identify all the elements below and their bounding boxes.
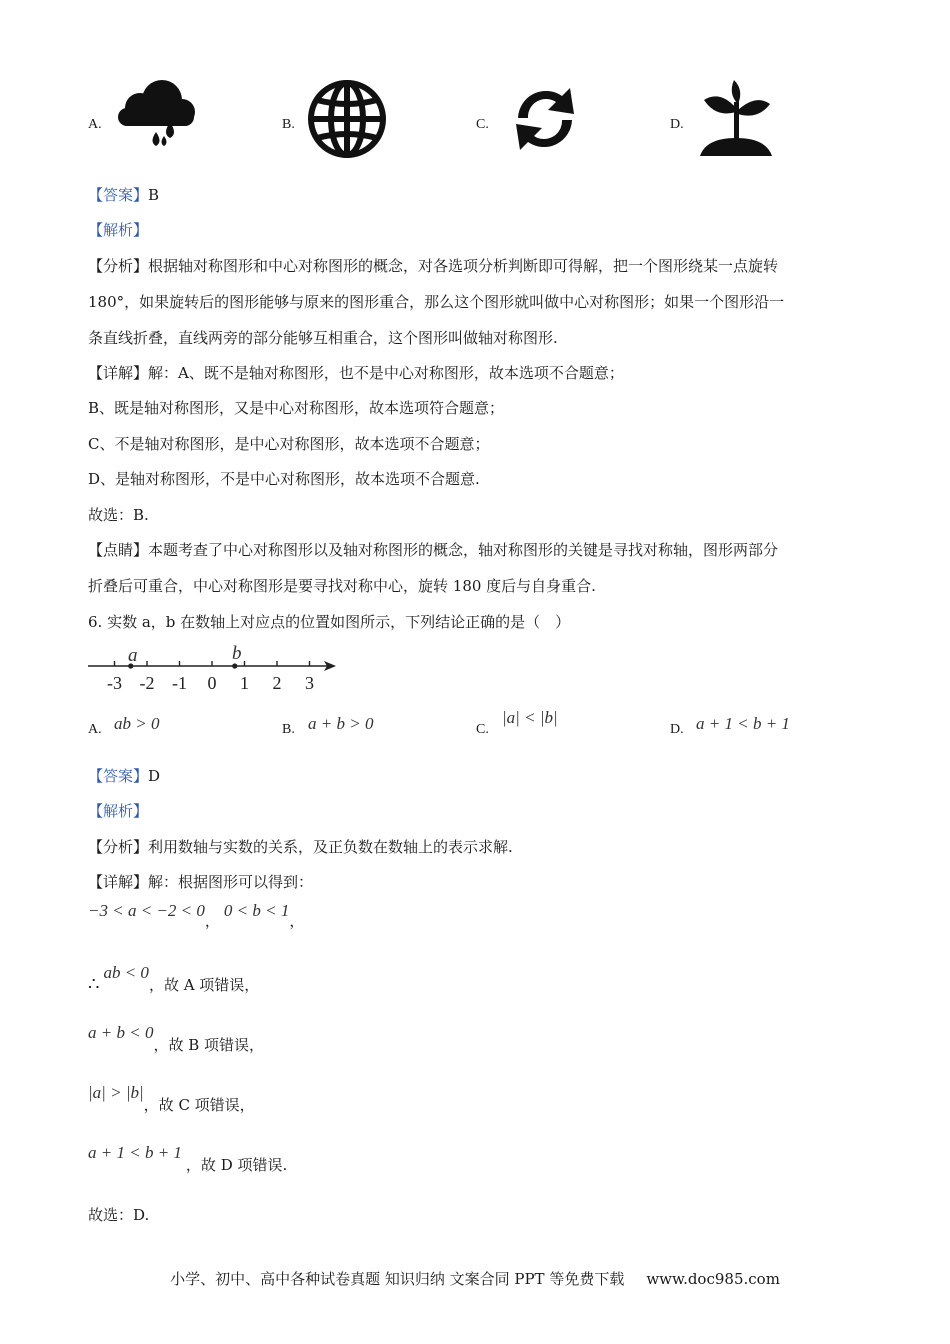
q6-step-3-text: ，故 C 项错误， [143,1096,255,1114]
q5-comment-text-1: 本题考查了中心对称图形以及轴对称图形的概念，轴对称图形的关键是寻找对称轴，图形两部分 [148,541,779,559]
q6-answer-value: D [148,767,161,785]
q6-option-a-label: A. [88,722,102,737]
q6-step-1-expr: ab < 0 [103,963,149,982]
point-a-label: a [128,645,138,666]
q6-option-d-label: D. [670,722,684,737]
q6-option-c-expr: |a| < |b| [502,708,558,727]
q6-step-4-expr: a + 1 < b + 1 [88,1143,182,1162]
q6-ineq-comma-1: ， [204,912,220,930]
q5-answer-tag: 【答案】 [88,186,149,204]
q5-detail-line-4: D、是轴对称图形，不是中心对称图形，故本选项不合题意. [88,470,480,488]
q6-detail-text: 解：根据图形可以得到： [148,873,314,891]
q5-option-a-label: A. [88,117,102,132]
q5-options [0,70,950,160]
therefore-symbol: ∴ [88,974,100,995]
q6-step-3-expr: |a| > |b| [88,1083,144,1102]
number-line-tick-label: -2 [139,673,155,693]
rain-cloud-icon [112,78,198,156]
q6-option-c-label: C. [476,722,489,737]
q6-ineq-1: −3 < a < −2 < 0 [88,901,205,920]
q6-choose: 故选：D. [88,1206,150,1224]
q6-step-1 [88,962,260,995]
q6-option-d-expr: a + 1 < b + 1 [696,714,790,733]
page-footer [0,1268,950,1289]
sprout-icon [696,72,776,158]
q5-answer-value: B [148,186,160,204]
footer-text: 小学、初中、高中各种试卷真题 知识归纳 文案合同 PPT 等免费下载 [170,1270,625,1288]
q5-choose: 故选：B. [88,506,149,524]
q6-detail-tag: 【详解】 [88,873,149,891]
number-line-tick-label: 3 [305,673,314,693]
q6-stem: 6. 实数 a，b 在数轴上对应点的位置如图所示，下列结论正确的是（ ） [88,613,571,631]
q6-option-a-expr: ab > 0 [114,714,160,733]
q5-analysis-text-1: 根据轴对称图形和中心对称图形的概念，对各选项分析判断即可得解，把一个图形绕某一点旋转 [148,257,779,275]
q6-options [0,708,950,748]
q6-inequalities [88,900,305,930]
q6-ineq-comma-2: ， [289,912,305,930]
q5-detail-line-1 [88,363,624,383]
number-line-tick-label: 1 [240,673,249,693]
q5-detail-line-3: C、不是轴对称图形，是中心对称图形，故本选项不合题意； [88,435,490,453]
q6-detail [88,872,313,892]
point-b-label: b [232,644,242,664]
q6-step-4 [88,1142,288,1174]
q6-option-b-expr: a + b > 0 [308,714,374,733]
q6-analysis-tag: 【分析】 [88,838,149,856]
q6-analysis-text: 利用数轴与实数的关系，及正负数在数轴上的表示求解. [148,838,513,856]
q6-step-1-text: ，故 A 项错误， [148,976,260,994]
q5-comment-line-2: 折叠后可重合，中心对称图形是要寻找对称中心，旋转 180 度后与自身重合. [88,577,596,595]
q6-step-2-expr: a + b < 0 [88,1023,154,1042]
q5-analysis-line-1 [88,256,778,276]
recycle-arrows-icon [500,78,590,160]
q5-analysis-line-3: 条直线折叠，直线两旁的部分能够互相重合，这个图形叫做轴对称图形. [88,329,558,347]
footer-url[interactable]: www.doc985.com [646,1270,780,1288]
q6-ineq-2: 0 < b < 1 [223,901,290,920]
number-line-tick-label: -1 [172,673,187,693]
q5-option-c-label: C. [476,117,489,132]
q5-option-b-label: B. [282,117,295,132]
q5-option-d-label: D. [670,117,684,132]
q5-analysis-line-2: 180°，如果旋转后的图形能够与原来的图形重合，那么这个图形就叫做中心对称图形；如果一个图形沿一 [88,293,785,311]
q5-analysis-tag: 【分析】 [88,257,149,275]
q6-answer-tag: 【答案】 [88,767,149,785]
number-line [86,644,346,694]
number-line-tick-label: 0 [207,673,217,693]
q6-analysis [88,837,513,857]
q6-step-2-text: ，故 B 项错误， [153,1036,265,1054]
q6-jiexi-tag: 【解析】 [88,802,149,820]
q5-detail-tag: 【详解】 [88,364,149,382]
globe-icon [306,78,388,160]
q5-jiexi-tag: 【解析】 [88,221,149,239]
q6-option-b-label: B. [282,722,295,737]
q6-answer [88,766,160,786]
point-b [232,663,237,668]
q5-answer [88,185,159,205]
q6-step-2 [88,1022,265,1054]
q5-comment-line-1 [88,540,778,560]
q5-comment-tag: 【点睛】 [88,541,149,559]
q5-detail-text-1: 解：A、既不是轴对称图形，也不是中心对称图形，故本选项不合题意； [148,364,624,382]
number-line-tick-label: 2 [272,673,282,693]
number-line-tick-label: -3 [107,673,122,693]
q6-step-4-text: ，故 D 项错误. [185,1156,288,1174]
q5-detail-line-2: B、既是轴对称图形，又是中心对称图形，故本选项符合题意； [88,399,505,417]
q6-step-3 [88,1082,255,1114]
